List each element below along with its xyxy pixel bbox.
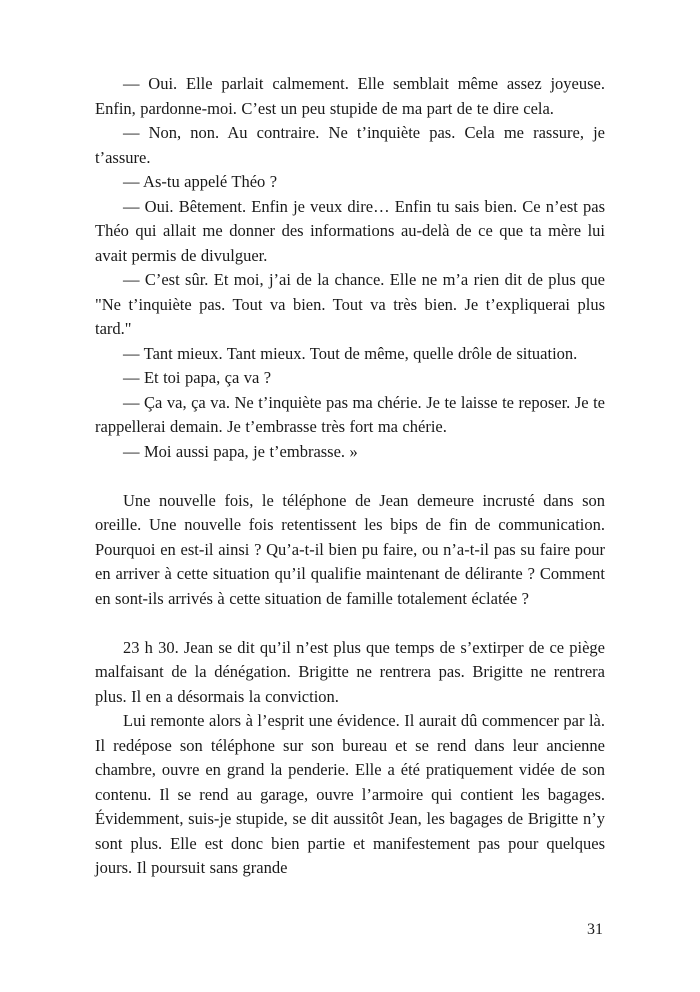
dialogue-paragraph: — Oui. Elle parlait calmement. Elle semblait même assez joyeuse. Enfin, pardonne-moi. C’est un peu stupide de ma part de te dire cela. — [95, 74, 605, 118]
dialogue-paragraph: — Moi aussi papa, je t’embrasse. » — [123, 441, 358, 461]
narration-paragraph: 23 h 30. Jean se dit qu’il n’est plus que temps de s’extirper de ce piège malfaisant de la dénégation. Brigitte ne rentrera pas. Brigitte ne rentrera plus. Il en a désormais la conviction. — [95, 637, 605, 706]
page-number: 31 — [587, 921, 603, 938]
dialogue-paragraph: — As-tu appelé Théo ? — [123, 172, 278, 191]
dialogue-paragraph: — Oui. Bêtement. Enfin je veux dire… Enfin tu sais bien. Ce n’est pas Théo qui allait me donner des informations au-delà de ce que ta mère lui avait permis de divulguer. — [95, 196, 605, 265]
page-text-block — [95, 72, 605, 881]
narration-paragraph: Une nouvelle fois, le téléphone de Jean demeure incrusté dans son oreille. Une nouvelle fois retentissent les bips de fin de communication. Pourquoi en est-il ainsi ? Qu’a-t-il bien pu faire, ou n’a-t-il pas su faire pour en arriver à cette situation qu’il qualifie maintenant de délirante ? Comment en sont-ils arrivés à cette situation de famille totalement éclatée ? — [95, 490, 605, 608]
narration-paragraph: Lui remonte alors à l’esprit une évidence. Il aurait dû commencer par là. Il redépose son téléphone sur son bureau et se rend dans leur ancienne chambre, ouvre en grand la penderie. Elle a été pratiquement vidée de son contenu. Il se rend au garage, ouvre l’armoire qui contient les bagages. Évidemment, suis-je stupide, se dit aussitôt Jean, les bagages de Brigitte n’y sont plus. Elle est donc bien partie et manifestement pas pour quelques jours. Il poursuit sans grande — [95, 711, 605, 877]
dialogue-paragraph: — Ça va, ça va. Ne t’inquiète pas ma chérie. Je te laisse te reposer. Je te rappellerai demain. Je t’embrasse très fort ma chérie. — [95, 392, 605, 436]
dialogue-paragraph: — Non, non. Au contraire. Ne t’inquiète pas. Cela me rassure, je t’assure. — [95, 123, 605, 167]
dialogue-paragraph: — Tant mieux. Tant mieux. Tout de même, quelle drôle de situation. — [123, 343, 578, 363]
dialogue-paragraph: — C’est sûr. Et moi, j’ai de la chance. Elle ne m’a rien dit de plus que "Ne t’inquiète pas. Tout va bien. Tout va très bien. Je t’expliquerai plus tard." — [95, 270, 605, 338]
dialogue-paragraph: — Et toi papa, ça va ? — [123, 368, 272, 387]
